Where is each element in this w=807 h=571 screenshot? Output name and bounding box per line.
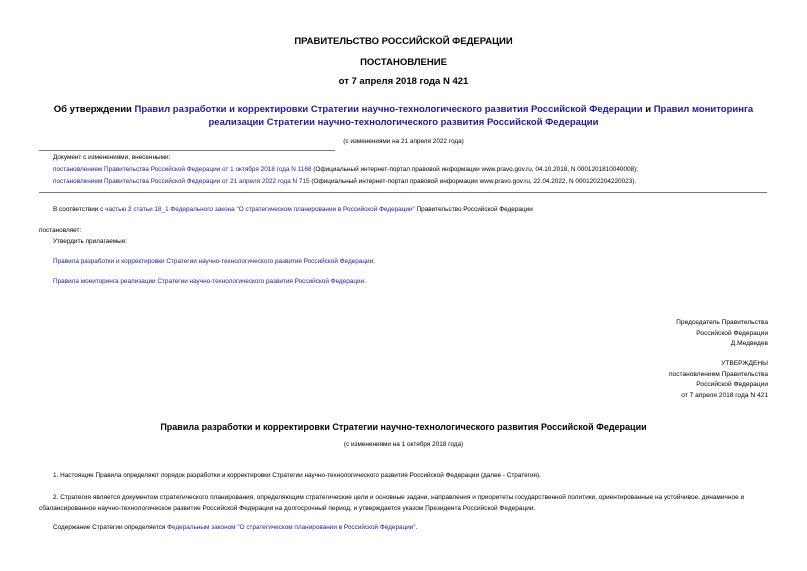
signature-position: Председатель Правительства	[676, 319, 768, 326]
change-link[interactable]: постановлением Правительства Российской Федерации от 1 октября 2018 года N 1168	[53, 166, 312, 173]
p3-suffix: .	[415, 524, 418, 531]
approved-item-development-rules[interactable]: Правила разработки и корректировки Стратегии научно-технологического развития Российской Федерации;	[53, 258, 375, 265]
changes-heading: Документ с изменениями, внесенными:	[53, 154, 171, 161]
title-link-development-rules[interactable]: Правил разработки и корректировки Стратегии научно-технологического развития Российской Федерации	[134, 104, 643, 115]
rules-title: Правила разработки и корректировки Стратегии научно-технологического развития Российской Федерации	[160, 422, 647, 432]
approval-stamp-block	[669, 359, 768, 401]
preamble-law-link[interactable]: частью 2 статьи 18_1 Федерального закона "О стратегическом планировании в Российской Федерации"	[105, 206, 415, 213]
title-middle: и	[642, 104, 654, 115]
approval-date: от 7 апреля 2018 года N 421	[681, 391, 768, 399]
change-item	[53, 166, 638, 173]
title-link-monitoring-rules[interactable]: Правил мониторинга реализации Стратегии научно-технологического развития Российской Федерации	[208, 104, 754, 128]
rules-paragraph-3	[53, 524, 417, 531]
rules-paragraph-2: 2. Стратегия является документом стратегического планирования, определяющим стратегические цели и основные задачи, направления и приоритеты государственной политики, ориентированные на устойчивое, динамичное и сбалансированное научно-технологическое развитие Российской Федерации на долгосрочный период, и утверждается указом Президента Российской Федерации.	[39, 494, 745, 512]
title-prefix: Об утверждении	[53, 104, 135, 115]
rules-amendment-note: (с изменениями на 1 октября 2018 года)	[343, 441, 464, 448]
signature-name: Д.Медведев	[730, 340, 768, 347]
changes-bottom-divider	[39, 192, 767, 193]
approval-heading: УТВЕРЖДЕНЫ	[721, 360, 768, 367]
approval-country: Российской Федерации	[696, 381, 768, 388]
approved-item-monitoring-rules[interactable]: Правила мониторинга реализации Стратегии научно-технологического развития Российской Федерации.	[53, 278, 366, 285]
change-item	[53, 178, 636, 185]
document-date-number: от 7 апреля 2018 года N 421	[338, 76, 469, 87]
rules-paragraph-1: 1. Настоящие Правила определяют порядок разработки и корректировки Стратегии научно-технологического развития Российской Федерации (далее - Стратегия).	[53, 472, 541, 479]
government-heading: ПРАВИТЕЛЬСТВО РОССИЙСКОЙ ФЕДЕРАЦИИ	[294, 36, 513, 47]
approve-statement: Утвердить прилагаемые:	[53, 238, 128, 245]
decree-word: постановляет:	[39, 227, 82, 234]
change-link[interactable]: постановлением Правительства Российской Федерации от 21 апреля 2022 года N 715	[53, 178, 310, 185]
preamble-prefix: В соответствии с	[53, 206, 106, 213]
changes-top-divider	[39, 150, 335, 151]
approval-by: постановлением Правительства	[668, 370, 768, 378]
amendment-note: (с изменениями на 21 апреля 2022 года)	[343, 138, 464, 145]
preamble	[53, 206, 533, 213]
p3-law-link[interactable]: Федеральным законом "О стратегическом планировании в Российской Федерации"	[167, 524, 416, 531]
signature-country: Российской Федерации	[696, 329, 768, 337]
document-type: ПОСТАНОВЛЕНИЕ	[360, 57, 447, 68]
change-text: (Официальный интернет-портал правовой информации www.pravo.gov.ru, 04.10.2018, N 0001201810040008);	[311, 166, 639, 173]
change-text: (Официальный интернет-портал правовой информации www.pravo.gov.ru, 22.04.2022, N 0001202204220023).	[309, 178, 637, 185]
signature-block	[676, 318, 768, 350]
preamble-suffix: Правительство Российской Федерации	[414, 206, 533, 213]
document-title	[30, 103, 777, 129]
p3-prefix: Содержание Стратегии определяется	[53, 524, 168, 531]
